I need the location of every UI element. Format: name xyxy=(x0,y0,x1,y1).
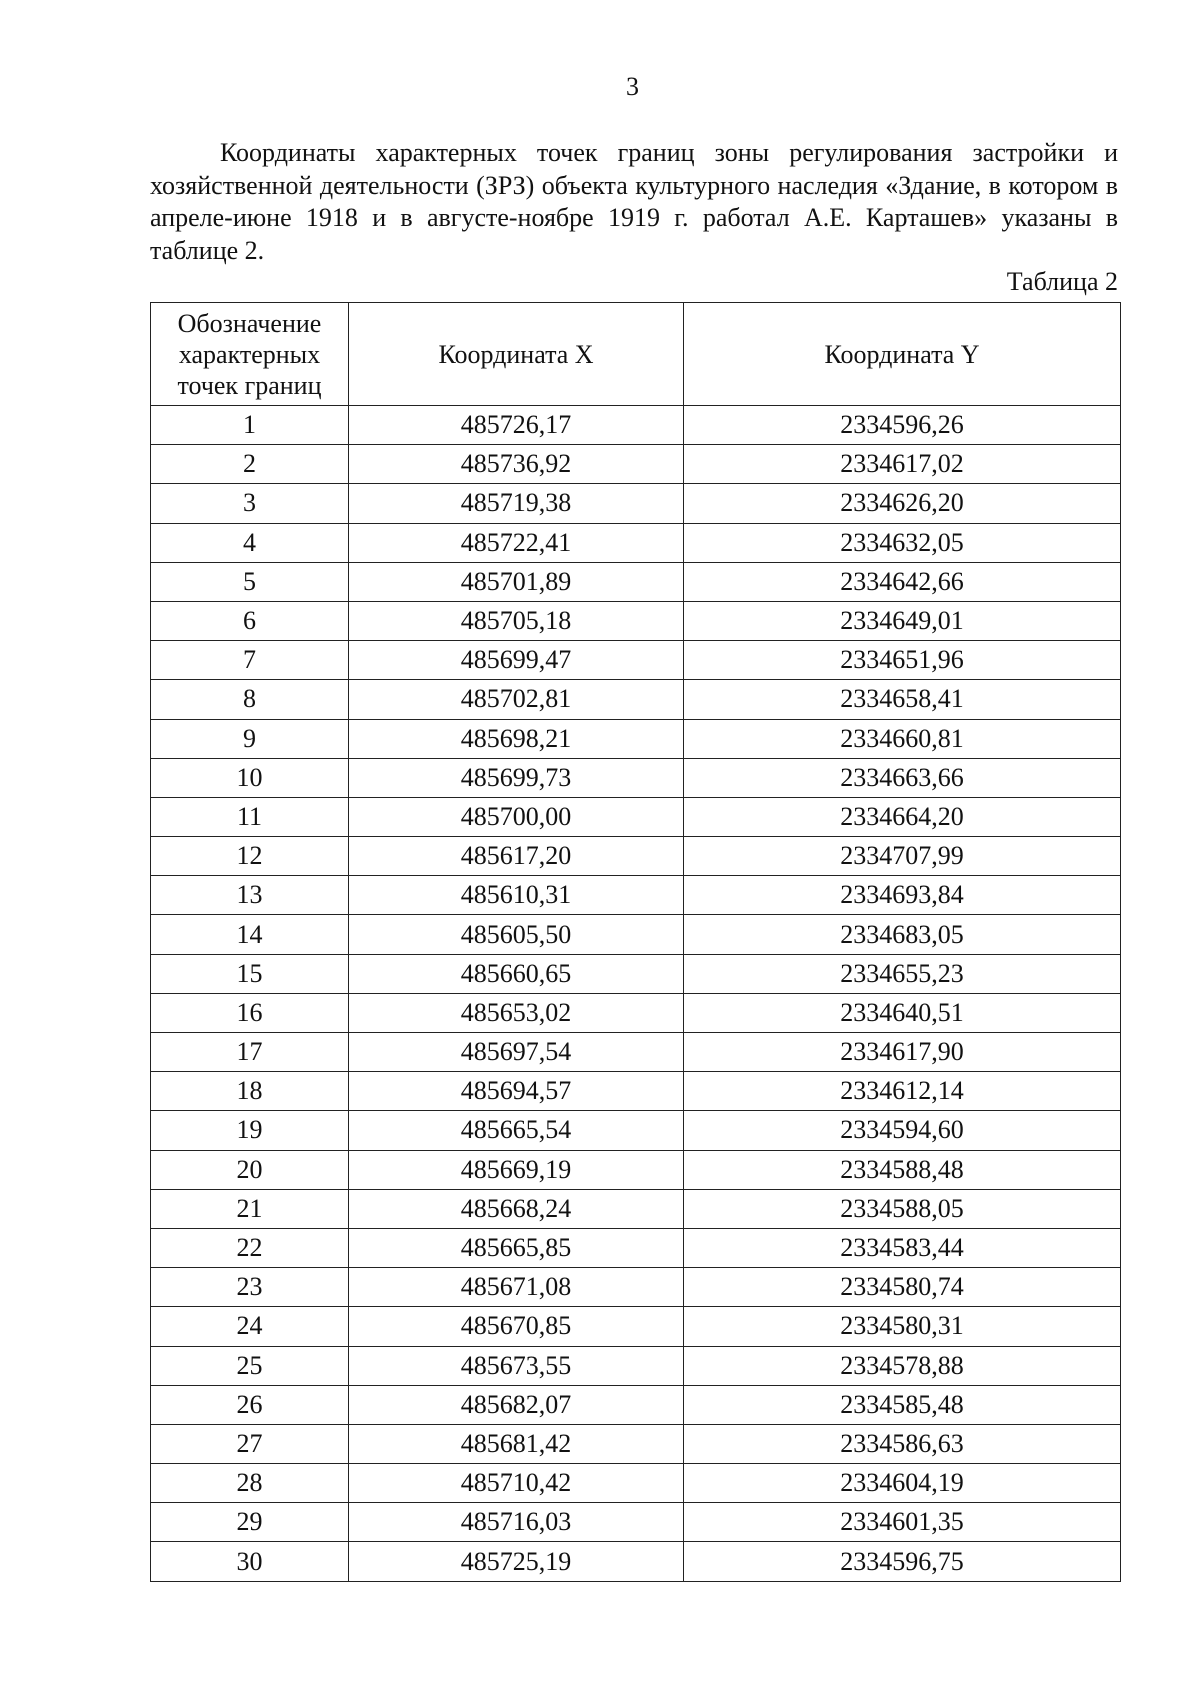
table-row xyxy=(151,1385,1121,1424)
cell-coordinate-y: 2334683,05 xyxy=(684,915,1121,954)
table-row xyxy=(151,1189,1121,1228)
cell-coordinate-y: 2334588,48 xyxy=(684,1150,1121,1189)
cell-point-number: 22 xyxy=(151,1228,349,1267)
cell-coordinate-y: 2334578,88 xyxy=(684,1346,1121,1385)
cell-coordinate-x: 485710,42 xyxy=(349,1464,684,1503)
cell-point-number: 7 xyxy=(151,641,349,680)
table-caption: Таблица 2 xyxy=(1006,267,1118,296)
cell-coordinate-x: 485682,07 xyxy=(349,1385,684,1424)
table-row xyxy=(151,993,1121,1032)
table-row xyxy=(151,1424,1121,1463)
table-row xyxy=(151,797,1121,836)
table-row xyxy=(151,1346,1121,1385)
cell-coordinate-y: 2334588,05 xyxy=(684,1189,1121,1228)
cell-coordinate-y: 2334640,51 xyxy=(684,993,1121,1032)
cell-point-number: 15 xyxy=(151,954,349,993)
cell-point-number: 30 xyxy=(151,1542,349,1581)
cell-coordinate-x: 485605,50 xyxy=(349,915,684,954)
cell-coordinate-x: 485681,42 xyxy=(349,1424,684,1463)
cell-coordinate-y: 2334707,99 xyxy=(684,837,1121,876)
table-row xyxy=(151,641,1121,680)
cell-point-number: 16 xyxy=(151,993,349,1032)
cell-point-number: 29 xyxy=(151,1503,349,1542)
cell-coordinate-x: 485705,18 xyxy=(349,601,684,640)
cell-coordinate-x: 485668,24 xyxy=(349,1189,684,1228)
cell-coordinate-y: 2334658,41 xyxy=(684,680,1121,719)
table-row xyxy=(151,406,1121,445)
cell-point-number: 12 xyxy=(151,837,349,876)
header-coordinate-y: Координата Y xyxy=(684,303,1121,406)
cell-point-number: 14 xyxy=(151,915,349,954)
cell-point-number: 28 xyxy=(151,1464,349,1503)
cell-coordinate-y: 2334642,66 xyxy=(684,562,1121,601)
cell-point-number: 8 xyxy=(151,680,349,719)
table-row xyxy=(151,1072,1121,1111)
cell-coordinate-y: 2334617,90 xyxy=(684,1033,1121,1072)
cell-point-number: 4 xyxy=(151,523,349,562)
table-row xyxy=(151,758,1121,797)
cell-coordinate-x: 485716,03 xyxy=(349,1503,684,1542)
cell-coordinate-x: 485700,00 xyxy=(349,797,684,836)
cell-coordinate-x: 485697,54 xyxy=(349,1033,684,1072)
page-number: 3 xyxy=(626,72,639,101)
cell-coordinate-x: 485722,41 xyxy=(349,523,684,562)
cell-point-number: 3 xyxy=(151,484,349,523)
table-row xyxy=(151,915,1121,954)
cell-coordinate-x: 485670,85 xyxy=(349,1307,684,1346)
cell-coordinate-y: 2334617,02 xyxy=(684,445,1121,484)
table-row xyxy=(151,601,1121,640)
cell-point-number: 21 xyxy=(151,1189,349,1228)
cell-point-number: 20 xyxy=(151,1150,349,1189)
cell-coordinate-x: 485701,89 xyxy=(349,562,684,601)
cell-coordinate-y: 2334596,75 xyxy=(684,1542,1121,1581)
cell-coordinate-y: 2334651,96 xyxy=(684,641,1121,680)
cell-coordinate-x: 485660,65 xyxy=(349,954,684,993)
table-row xyxy=(151,1464,1121,1503)
table-row xyxy=(151,1503,1121,1542)
cell-coordinate-y: 2334604,19 xyxy=(684,1464,1121,1503)
cell-coordinate-x: 485694,57 xyxy=(349,1072,684,1111)
cell-coordinate-x: 485726,17 xyxy=(349,406,684,445)
cell-point-number: 18 xyxy=(151,1072,349,1111)
table-row xyxy=(151,954,1121,993)
cell-point-number: 23 xyxy=(151,1268,349,1307)
table-row xyxy=(151,1307,1121,1346)
cell-coordinate-y: 2334601,35 xyxy=(684,1503,1121,1542)
cell-point-number: 10 xyxy=(151,758,349,797)
cell-coordinate-y: 2334632,05 xyxy=(684,523,1121,562)
table-row xyxy=(151,719,1121,758)
intro-paragraph: Координаты характерных точек границ зоны регулирования застройки и хозяйственной деятельности (ЗРЗ) объекта культурного наследия «Здание, в котором в апреле-июне 1918 и в августе-ноябре 1919 г. работал А.Е. Карташев» указаны в таблице 2. xyxy=(150,138,1118,265)
cell-coordinate-y: 2334594,60 xyxy=(684,1111,1121,1150)
cell-coordinate-x: 485698,21 xyxy=(349,719,684,758)
cell-point-number: 26 xyxy=(151,1385,349,1424)
cell-point-number: 17 xyxy=(151,1033,349,1072)
cell-point-number: 5 xyxy=(151,562,349,601)
cell-coordinate-x: 485699,73 xyxy=(349,758,684,797)
table-row xyxy=(151,1111,1121,1150)
table-row xyxy=(151,523,1121,562)
header-point-designation: Обозначение характерных точек границ xyxy=(151,303,349,406)
cell-coordinate-y: 2334596,26 xyxy=(684,406,1121,445)
table-body xyxy=(151,406,1121,1582)
cell-point-number: 24 xyxy=(151,1307,349,1346)
cell-coordinate-x: 485699,47 xyxy=(349,641,684,680)
cell-coordinate-x: 485702,81 xyxy=(349,680,684,719)
cell-coordinate-x: 485736,92 xyxy=(349,445,684,484)
table-header-row xyxy=(151,303,1121,406)
table-row xyxy=(151,1033,1121,1072)
table-row xyxy=(151,1268,1121,1307)
table-row xyxy=(151,876,1121,915)
cell-coordinate-x: 485617,20 xyxy=(349,837,684,876)
cell-coordinate-y: 2334649,01 xyxy=(684,601,1121,640)
cell-coordinate-y: 2334626,20 xyxy=(684,484,1121,523)
coordinates-table xyxy=(150,302,1121,1582)
table-row xyxy=(151,445,1121,484)
table-row xyxy=(151,1542,1121,1581)
cell-point-number: 27 xyxy=(151,1424,349,1463)
cell-coordinate-x: 485610,31 xyxy=(349,876,684,915)
cell-coordinate-y: 2334660,81 xyxy=(684,719,1121,758)
cell-coordinate-x: 485673,55 xyxy=(349,1346,684,1385)
cell-coordinate-x: 485725,19 xyxy=(349,1542,684,1581)
table-row xyxy=(151,562,1121,601)
cell-coordinate-y: 2334580,31 xyxy=(684,1307,1121,1346)
cell-coordinate-x: 485665,85 xyxy=(349,1228,684,1267)
cell-point-number: 25 xyxy=(151,1346,349,1385)
cell-coordinate-x: 485671,08 xyxy=(349,1268,684,1307)
cell-coordinate-y: 2334586,63 xyxy=(684,1424,1121,1463)
table-row xyxy=(151,1228,1121,1267)
cell-point-number: 6 xyxy=(151,601,349,640)
cell-coordinate-y: 2334663,66 xyxy=(684,758,1121,797)
cell-coordinate-y: 2334580,74 xyxy=(684,1268,1121,1307)
table-row xyxy=(151,837,1121,876)
cell-point-number: 13 xyxy=(151,876,349,915)
cell-coordinate-y: 2334693,84 xyxy=(684,876,1121,915)
header-coordinate-x: Координата X xyxy=(349,303,684,406)
cell-coordinate-y: 2334655,23 xyxy=(684,954,1121,993)
cell-coordinate-y: 2334583,44 xyxy=(684,1228,1121,1267)
cell-point-number: 11 xyxy=(151,797,349,836)
cell-point-number: 19 xyxy=(151,1111,349,1150)
cell-coordinate-x: 485669,19 xyxy=(349,1150,684,1189)
cell-coordinate-x: 485719,38 xyxy=(349,484,684,523)
cell-point-number: 2 xyxy=(151,445,349,484)
table-row xyxy=(151,680,1121,719)
cell-coordinate-y: 2334585,48 xyxy=(684,1385,1121,1424)
cell-point-number: 9 xyxy=(151,719,349,758)
cell-point-number: 1 xyxy=(151,406,349,445)
cell-coordinate-x: 485653,02 xyxy=(349,993,684,1032)
cell-coordinate-y: 2334612,14 xyxy=(684,1072,1121,1111)
table-row xyxy=(151,484,1121,523)
cell-coordinate-y: 2334664,20 xyxy=(684,797,1121,836)
cell-coordinate-x: 485665,54 xyxy=(349,1111,684,1150)
table-row xyxy=(151,1150,1121,1189)
